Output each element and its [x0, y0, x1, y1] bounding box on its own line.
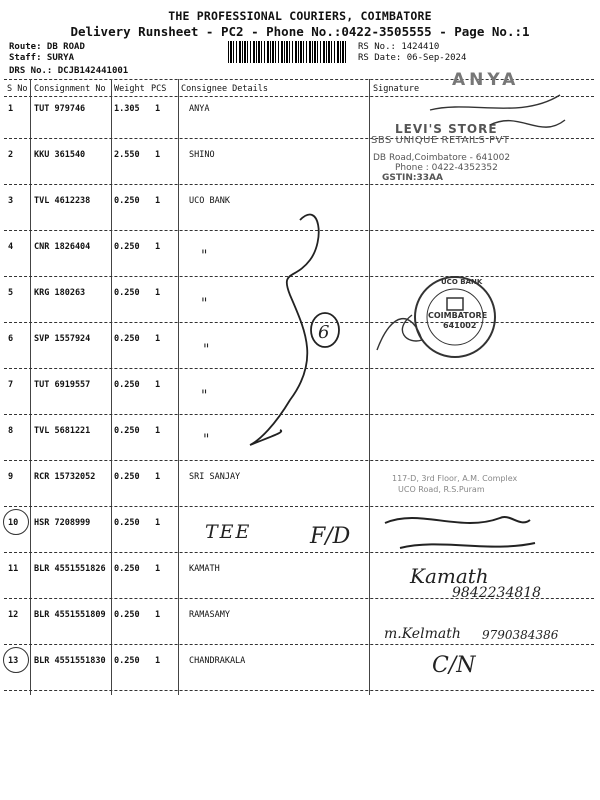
row-pcs: 1: [155, 242, 161, 252]
row-consignment-no: HSR 7208999: [34, 518, 91, 528]
barcode: [228, 41, 348, 63]
row-divider: [4, 506, 594, 507]
row-weight: 1.305: [114, 104, 140, 114]
row-sno: 3: [8, 196, 14, 206]
row-circle-mark: [3, 509, 29, 535]
levis-stamp-address: DB Road,Coimbatore - 641002: [373, 153, 511, 163]
row-sno: 2: [8, 150, 14, 160]
row-sno: 4: [8, 242, 14, 252]
chandrakala-signature: C/N: [432, 653, 476, 678]
row-consignment-no: TVL 5681221: [34, 426, 91, 436]
row-weight: 0.250: [114, 656, 140, 666]
row-consignment-no: TUT 979746: [34, 104, 86, 114]
row-sno: 12: [8, 610, 19, 620]
row-weight: 0.250: [114, 610, 140, 620]
ditto-mark: ": [203, 432, 210, 448]
column-divider: [178, 79, 179, 695]
row-sno: 9: [8, 472, 14, 482]
kamath-phone: 9842234818: [452, 585, 542, 601]
hsr-signature: [380, 508, 540, 558]
levis-stamp-phone: Phone : 0422-4352352: [395, 163, 498, 173]
row-sno: 1: [8, 104, 14, 114]
anya-signature: [370, 80, 580, 180]
row-pcs: 1: [155, 196, 161, 206]
uco-seal-pin: 641002: [443, 321, 477, 330]
signature-scribble: [230, 200, 370, 450]
tee-handwriting: TEE: [205, 521, 252, 543]
fid-handwriting: F/D: [310, 524, 351, 549]
row-consignment-no: TUT 6919557: [34, 380, 91, 390]
ramasamy-phone: 9790384386: [482, 628, 559, 642]
row-sno: 7: [8, 380, 14, 390]
row-consignment-no: BLR 4551551809: [34, 610, 106, 620]
col-header-consignment: Consignment No: [34, 84, 106, 94]
row-pcs: 1: [155, 380, 161, 390]
col-header-consignee: Consignee Details: [181, 84, 268, 94]
row-pcs: 1: [155, 472, 161, 482]
uco-seal-name: UCO BANK: [441, 278, 483, 286]
staff-label: Staff: SURYA: [9, 53, 75, 63]
row-sno: 8: [8, 426, 14, 436]
row-pcs: 1: [155, 104, 161, 114]
col-header-weight: Weight: [114, 84, 145, 94]
row-weight: 2.550: [114, 150, 140, 160]
row-consignment-no: CNR 1826404: [34, 242, 91, 252]
row-consignment-no: BLR 4551551826: [34, 564, 106, 574]
ditto-mark: ": [201, 296, 208, 312]
row-consignment-no: KRG 180263: [34, 288, 86, 298]
row-sno: 6: [8, 334, 14, 344]
row-pcs: 1: [155, 564, 161, 574]
column-divider: [111, 79, 112, 695]
col-header-signature: Signature: [373, 84, 420, 94]
row-weight: 0.250: [114, 472, 140, 482]
row-pcs: 1: [155, 288, 161, 298]
row-weight: 0.250: [114, 288, 140, 298]
ramasamy-signature: m.Kelmath: [384, 626, 461, 642]
row-pcs: 1: [155, 334, 161, 344]
row-sno: 5: [8, 288, 14, 298]
row-divider: [4, 460, 594, 461]
levis-stamp-company: SBS UNIQUE RETAILS PVT: [371, 135, 510, 146]
count-handwriting: 6: [318, 322, 330, 343]
row-divider: [4, 644, 594, 645]
row-consignee: ANYA: [189, 104, 210, 114]
row-weight: 0.250: [114, 334, 140, 344]
route-label: Route: DB ROAD: [9, 42, 85, 52]
row-circle-mark: [3, 647, 29, 673]
row-consignee: SHINO: [189, 150, 215, 160]
row-weight: 0.250: [114, 426, 140, 436]
drs-number: DRS No.: DCJB142441001: [9, 66, 129, 76]
row-weight: 0.250: [114, 380, 140, 390]
row-consignee: KAMATH: [189, 564, 220, 574]
company-title: THE PROFESSIONAL COURIERS, COIMBATORE: [168, 9, 432, 23]
col-header-pcs: PCS: [151, 84, 167, 94]
uco-seal-city: COIMBATORE: [428, 311, 488, 320]
levis-stamp-gstin: GSTIN:33AA: [382, 173, 443, 183]
sanjay-stamp-address: 117-D, 3rd Floor, A.M. Complex: [392, 474, 518, 483]
rs-number: RS No.: 1424410: [358, 42, 440, 52]
row-pcs: 1: [155, 426, 161, 436]
row-consignment-no: SVP 1557924: [34, 334, 91, 344]
row-sno: 13: [8, 656, 19, 666]
row-consignee: SRI SANJAY: [189, 472, 241, 482]
row-pcs: 1: [155, 150, 161, 160]
row-sno: 11: [8, 564, 19, 574]
row-consignee: UCO BANK: [189, 196, 230, 206]
row-consignment-no: BLR 4551551830: [34, 656, 106, 666]
row-pcs: 1: [155, 610, 161, 620]
row-weight: 0.250: [114, 196, 140, 206]
row-weight: 0.250: [114, 564, 140, 574]
row-consignee: CHANDRAKALA: [189, 656, 246, 666]
row-pcs: 1: [155, 656, 161, 666]
uco-signature: [372, 300, 432, 360]
anya-stamp: ANYA: [452, 70, 520, 90]
row-consignment-no: TVL 4612238: [34, 196, 91, 206]
row-pcs: 1: [155, 518, 161, 528]
ditto-mark: ": [201, 248, 208, 264]
kamath-signature: Kamath: [410, 564, 489, 588]
row-weight: 0.250: [114, 242, 140, 252]
row-divider: [4, 690, 594, 691]
levis-stamp-title: LEVI'S STORE: [395, 122, 498, 136]
rs-date: RS Date: 06-Sep-2024: [358, 53, 467, 63]
runsheet-title: Delivery Runsheet - PC2 - Phone No.:0422-3505555 - Page No.:1: [70, 24, 530, 39]
column-divider: [30, 79, 31, 695]
row-sno: 10: [8, 518, 19, 528]
ditto-mark: ": [203, 342, 210, 358]
row-consignment-no: KKU 361540: [34, 150, 86, 160]
ditto-mark: ": [201, 388, 208, 404]
col-header-sno: S No: [7, 84, 28, 94]
row-consignment-no: RCR 15732052: [34, 472, 96, 482]
row-divider: [4, 184, 594, 185]
row-weight: 0.250: [114, 518, 140, 528]
row-consignee: RAMASAMY: [189, 610, 230, 620]
sanjay-stamp-road: UCO Road, R.S.Puram: [398, 485, 485, 494]
